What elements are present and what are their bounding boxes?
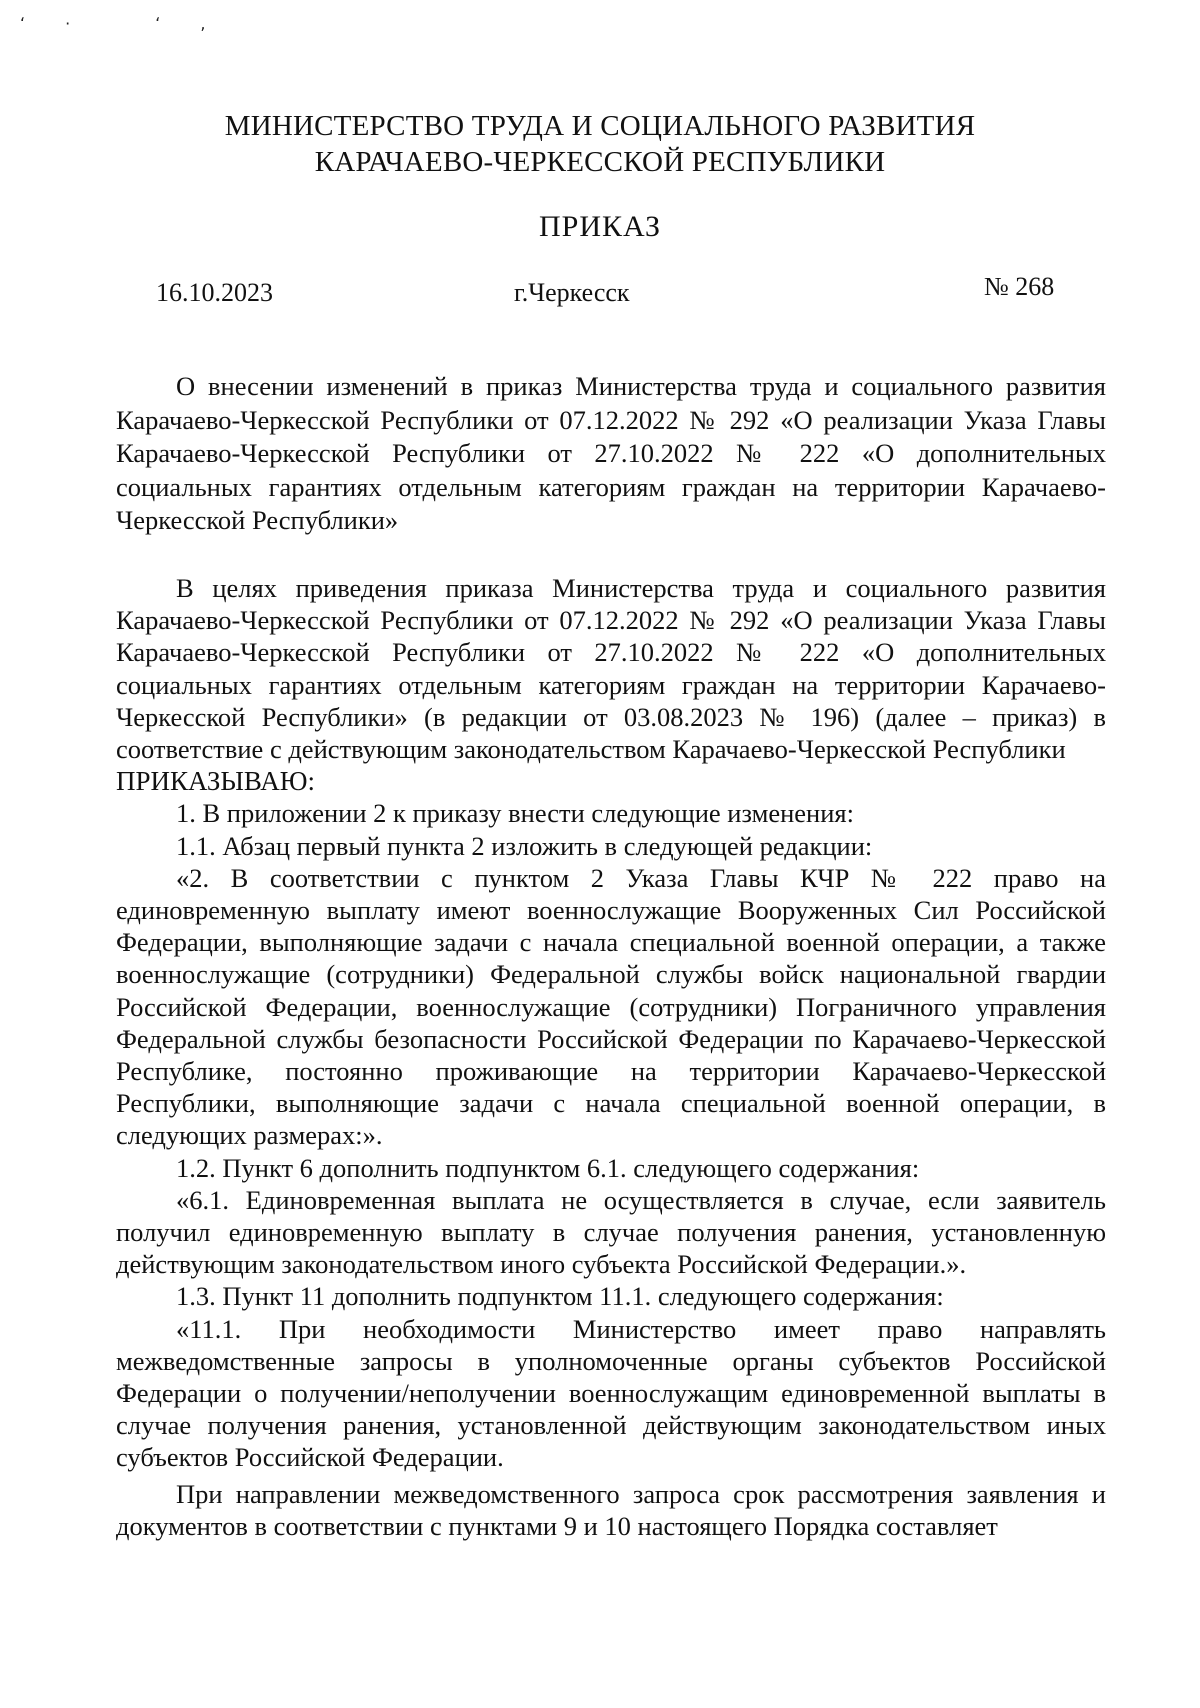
preamble-paragraph: В целях приведения приказа Министерства труда и социального развития Карачаево-Черкесской Республики от 07.12.2022 № 292 «О реализации Указа Главы Карачаево-Черкесской Республики от 27.10.2022 № 222 «О дополнительных социальных гарантиях отдельным категориям граждан на территории Карачаево-Черкесской Республики» (в редакции от 03.08.2023 № 196) (далее – приказ) в соответствие с действующим законодательством Карачаево-Черкесской Республики xyxy=(116,573,1106,765)
order-number: № 268 xyxy=(984,272,1055,301)
ministry-header xyxy=(0,108,1200,180)
item-1: 1. В приложении 2 к приказу внести следующие изменения: xyxy=(176,798,854,829)
item-1-2: 1.2. Пункт 6 дополнить подпунктом 6.1. следующего содержания: xyxy=(176,1152,920,1183)
item-1-3: 1.3. Пункт 11 дополнить подпунктом 11.1. следующего содержания: xyxy=(176,1281,944,1312)
order-date: 16.10.2023 xyxy=(156,278,273,307)
item-1-2-text: «6.1. Единовременная выплата не осуществляется в случае, если заявитель получил единовременную выплату в случае получения ранения, установленную действующим законодательством иного субъекта Российской Федерации.». xyxy=(116,1184,1106,1280)
order-directive-word: ПРИКАЗЫВАЮ: xyxy=(116,766,315,797)
order-body xyxy=(116,572,1106,1542)
scan-artifacts: ʻ· ʻ, xyxy=(20,14,246,33)
order-city: г.Черкесск xyxy=(514,278,630,307)
item-1-3-text: «11.1. При необходимости Министерство имеет право направлять межведомственные запросы в уполномоченные органы субъектов Российской Федерации о получении/неполучении военнослужащим единовременной выплаты в случае получения ранения, установленной действующим законодательством иных субъектов Российской Федерации. xyxy=(116,1313,1106,1473)
item-1-1-text: «2. В соответствии с пунктом 2 Указа Главы КЧР № 222 право на единовременную выплату имеют военнослужащие Вооруженных Сил Российской Федерации, выполняющие задачи с начала специальной военной операции, а также военнослужащие (сотрудники) Федеральной службы войск национальной гвардии Российской Федерации, военнослужащие (сотрудники) Пограничного управления Федеральной службы безопасности Российской Федерации по Карачаево-Черкесской Республике, постоянно проживающие на территории Карачаево-Черкесской Республики, выполняющие задачи с начала специальной военной операции, в следующих размерах:». xyxy=(116,862,1106,1151)
ministry-name-line-1: МИНИСТЕРСТВО ТРУДА И СОЦИАЛЬНОГО РАЗВИТИЯ xyxy=(224,110,976,142)
item-1-1: 1.1. Абзац первый пункта 2 изложить в следующей редакции: xyxy=(176,830,873,861)
item-1-3-text-continued: При направлении межведомственного запроса срок рассмотрения заявления и документов в соответствии с пунктами 9 и 10 настоящего Порядка составляет xyxy=(116,1478,1106,1541)
order-subject: О внесении изменений в приказ Министерства труда и социального развития Карачаево-Черкесской Республики от 07.12.2022 № 292 «О реализации Указа Главы Карачаево-Черкесской Республики от 27.10.2022 № 222 «О дополнительных социальных гарантиях отдельным категориям граждан на территории Карачаево-Черкесской Республики» xyxy=(116,371,1106,535)
ministry-name-line-2: КАРАЧАЕВО-ЧЕРКЕССКОЙ РЕСПУБЛИКИ xyxy=(314,146,886,178)
document-type-title: ПРИКАЗ xyxy=(539,210,661,243)
